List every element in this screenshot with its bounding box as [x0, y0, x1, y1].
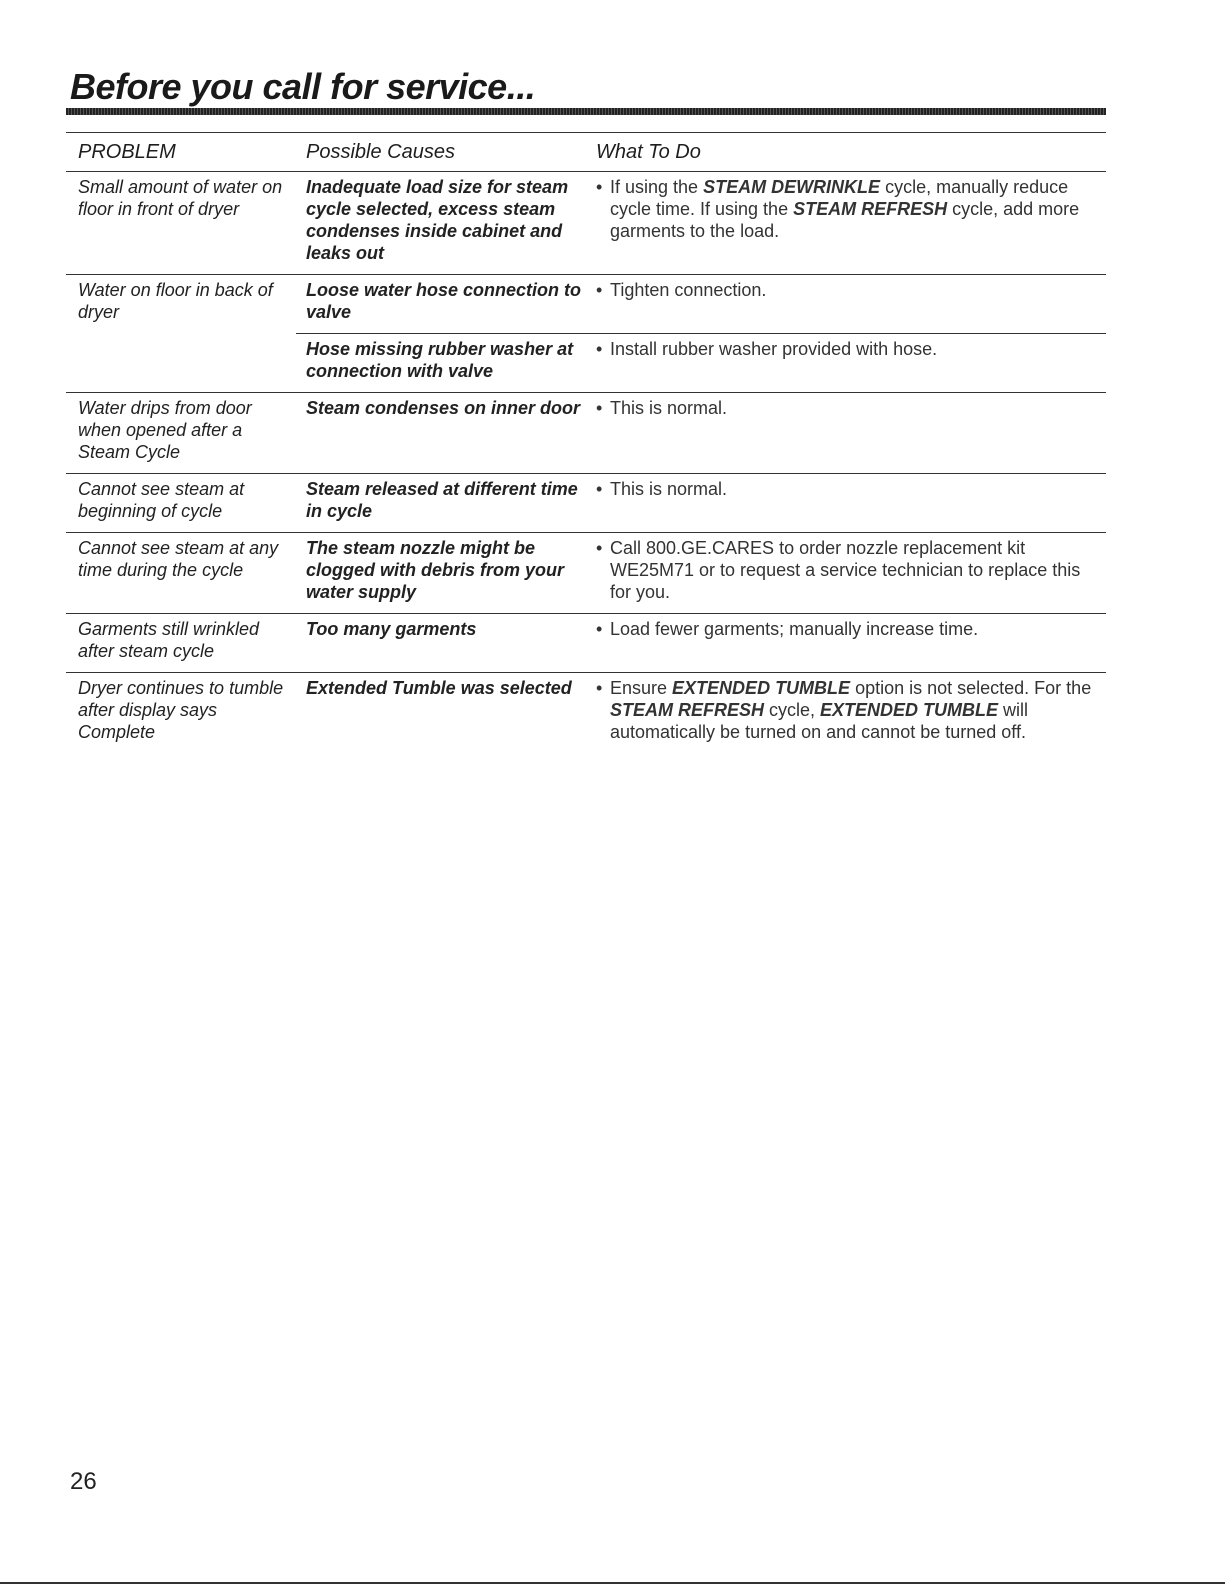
todo-cell: • This is normal.: [586, 474, 1106, 532]
bullet-icon: •: [596, 619, 603, 639]
bottom-rule: [0, 1582, 1225, 1584]
table-row: [66, 673, 1106, 753]
problem-cell: Water drips from door when opened after a Steam Cycle: [78, 398, 252, 462]
table-row: [66, 614, 1106, 673]
cause-cell: Too many garments: [306, 619, 477, 639]
problem-cell: Cannot see steam at beginning of cycle: [78, 479, 245, 521]
troubleshooting-table: [66, 132, 1106, 753]
cause-cell: Steam released at different time in cycle: [306, 479, 578, 521]
table-row: [66, 275, 1106, 393]
problem-cell: Cannot see steam at any time during the cycle: [78, 538, 279, 580]
problem-cell: Water on floor in back of dryer: [78, 280, 273, 322]
header-problem: PROBLEM: [78, 140, 176, 163]
table-row: [66, 172, 1106, 275]
bullet-icon: •: [596, 280, 603, 300]
cause-cell: Hose missing rubber washer at connection with valve: [306, 339, 574, 381]
problem-cell: Garments still wrinkled after steam cycle: [78, 619, 260, 661]
problem-cell: Dryer continues to tumble after display says Complete: [78, 678, 284, 742]
todo-cell: • Tighten connection.: [586, 275, 1106, 333]
bullet-icon: •: [596, 538, 603, 558]
problem-cell: Small amount of water on floor in front of dryer: [78, 177, 283, 219]
todo-cell: • Call 800.GE.CARES to order nozzle replacement kit WE25M71 or to request a service technician to replace this for you.: [596, 538, 1081, 602]
todo-cell: • Install rubber washer provided with hose.: [586, 334, 1106, 392]
cause-cell: Steam condenses on inner door: [306, 398, 581, 418]
todo-cell: • This is normal.: [596, 398, 728, 418]
bullet-icon: •: [596, 177, 603, 197]
todo-cell: • Ensure EXTENDED TUMBLE option is not selected. For the STEAM REFRESH cycle, EXTENDED TUMBLE will automatically be turned on and cannot be turned off.: [596, 678, 1092, 742]
cause-cell: Extended Tumble was selected: [306, 678, 572, 698]
todo-cell: • If using the STEAM DEWRINKLE cycle, manually reduce cycle time. If using the STEAM REFRESH cycle, add more garments to the load.: [586, 172, 1106, 274]
bullet-icon: •: [596, 398, 603, 418]
cause-cell: The steam nozzle might be clogged with debris from your water supply: [306, 538, 565, 602]
bullet-icon: •: [596, 339, 603, 359]
table-row: [66, 474, 1106, 533]
title-rule: [66, 108, 1106, 115]
bullet-icon: •: [596, 479, 603, 499]
page-number: 26: [70, 1468, 97, 1495]
table-header: [66, 132, 1106, 172]
table-row: [66, 393, 1106, 474]
todo-cell: • Load fewer garments; manually increase time.: [596, 619, 979, 639]
cause-cell: Loose water hose connection to valve: [306, 280, 582, 322]
page-title: Before you call for service...: [70, 66, 536, 107]
bullet-icon: •: [596, 678, 603, 698]
table-row: [66, 533, 1106, 614]
header-todo: What To Do: [596, 140, 701, 163]
header-causes: Possible Causes: [306, 140, 455, 163]
cause-cell: Inadequate load size for steam cycle selected, excess steam condenses inside cabinet and leaks out: [306, 177, 569, 263]
